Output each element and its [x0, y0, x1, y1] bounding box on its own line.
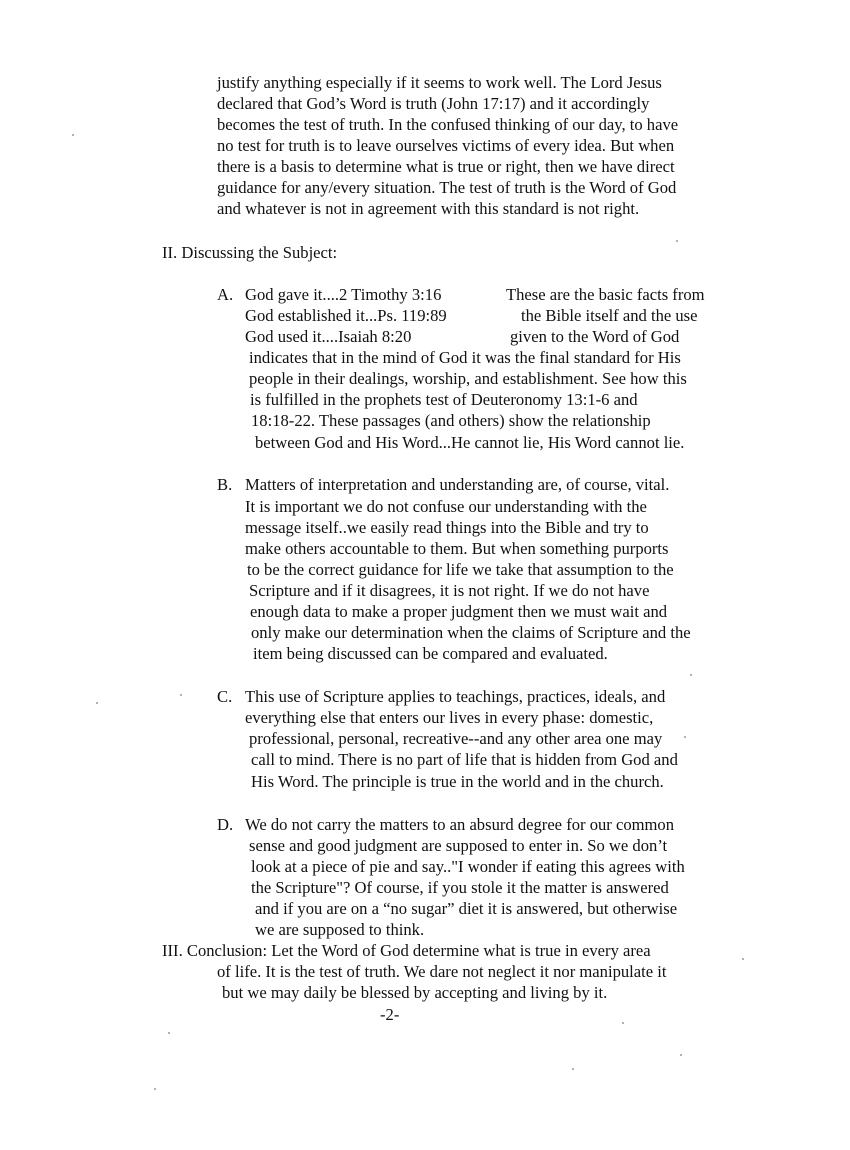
- text-line: the Scripture"? Of course, if you stole it the matter is answered: [251, 878, 669, 897]
- text-line: is fulfilled in the prophets test of Deuteronomy 13:1-6 and: [250, 390, 638, 409]
- scan-speck: [168, 1032, 170, 1034]
- text-line: of life. It is the test of truth. We dare not neglect it nor manipulate it: [217, 962, 667, 981]
- text-line: people in their dealings, worship, and establishment. See how this: [249, 369, 687, 388]
- section-heading: II. Discussing the Subject:: [162, 243, 338, 262]
- item-marker: B.: [217, 475, 233, 494]
- text-line: indicates that in the mind of God it was the final standard for His: [249, 348, 681, 367]
- scripture-reference: God gave it....2 Timothy 3:16: [245, 285, 442, 304]
- text-line: 18:18-22. These passages (and others) show the relationship: [251, 411, 651, 430]
- text-line: His Word. The principle is true in the world and in the church.: [251, 772, 664, 791]
- text-line: Matters of interpretation and understanding are, of course, vital.: [245, 475, 670, 494]
- text-line: sense and good judgment are supposed to enter in. So we don’t: [249, 836, 668, 855]
- side-note: given to the Word of God: [510, 327, 680, 346]
- scan-speck: [72, 134, 74, 136]
- text-line: look at a piece of pie and say.."I wonder if eating this agrees with: [251, 857, 685, 876]
- text-line: everything else that enters our lives in every phase: domestic,: [245, 708, 654, 727]
- text-line: and whatever is not in agreement with this standard is not right.: [217, 199, 640, 218]
- text-line: message itself..we easily read things into the Bible and try to: [245, 518, 649, 537]
- page-number: -2-: [380, 1005, 400, 1024]
- text-line: enough data to make a proper judgment then we must wait and: [250, 602, 668, 621]
- text-line: professional, personal, recreative--and any other area one may: [249, 729, 663, 748]
- text-line: This use of Scripture applies to teachings, practices, ideals, and: [245, 687, 666, 706]
- text-line: between God and His Word...He cannot lie, His Word cannot lie.: [255, 433, 685, 452]
- scan-speck: [690, 674, 692, 676]
- text-line: Scripture and if it disagrees, it is not right. If we do not have: [249, 581, 650, 600]
- text-line: but we may daily be blessed by accepting and living by it.: [222, 983, 608, 1002]
- scan-speck: [622, 1022, 624, 1024]
- side-note: the Bible itself and the use: [521, 306, 698, 325]
- scan-speck: [742, 958, 744, 960]
- text-line: to be the correct guidance for life we take that assumption to the: [247, 560, 674, 579]
- item-marker: D.: [217, 815, 234, 834]
- scan-speck: [680, 1054, 682, 1056]
- text-line: guidance for any/every situation. The test of truth is the Word of God: [217, 178, 677, 197]
- scan-speck: [572, 1068, 574, 1070]
- text-line: there is a basis to determine what is true or right, then we have direct: [217, 157, 675, 176]
- text-line: becomes the test of truth. In the confused thinking of our day, to have: [217, 115, 679, 134]
- item-marker: C.: [217, 687, 233, 706]
- text-line: It is important we do not confuse our understanding with the: [245, 497, 647, 516]
- text-line: We do not carry the matters to an absurd degree for our common: [245, 815, 675, 834]
- scan-speck: [154, 1088, 156, 1090]
- scan-speck: [180, 694, 182, 696]
- scan-speck: [684, 736, 686, 738]
- scan-speck: [96, 702, 98, 704]
- text-line: and if you are on a “no sugar” diet it is answered, but otherwise: [255, 899, 678, 918]
- text-line: no test for truth is to leave ourselves victims of every idea. But when: [217, 136, 675, 155]
- text-line: make others accountable to them. But when something purports: [245, 539, 669, 558]
- side-note: These are the basic facts from: [506, 285, 705, 304]
- scan-speck: [676, 240, 678, 242]
- text-line: call to mind. There is no part of life that is hidden from God and: [251, 750, 678, 769]
- scripture-reference: God used it....Isaiah 8:20: [245, 327, 412, 346]
- scripture-reference: God established it...Ps. 119:89: [245, 306, 447, 325]
- text-line: III. Conclusion: Let the Word of God determine what is true in every area: [162, 941, 651, 960]
- text-line: justify anything especially if it seems to work well. The Lord Jesus: [217, 73, 662, 92]
- text-line: declared that God’s Word is truth (John 17:17) and it accordingly: [217, 94, 650, 113]
- text-line: only make our determination when the claims of Scripture and the: [251, 623, 691, 642]
- text-line: item being discussed can be compared and evaluated.: [253, 644, 608, 663]
- item-marker: A.: [217, 285, 234, 304]
- text-line: we are supposed to think.: [255, 920, 425, 939]
